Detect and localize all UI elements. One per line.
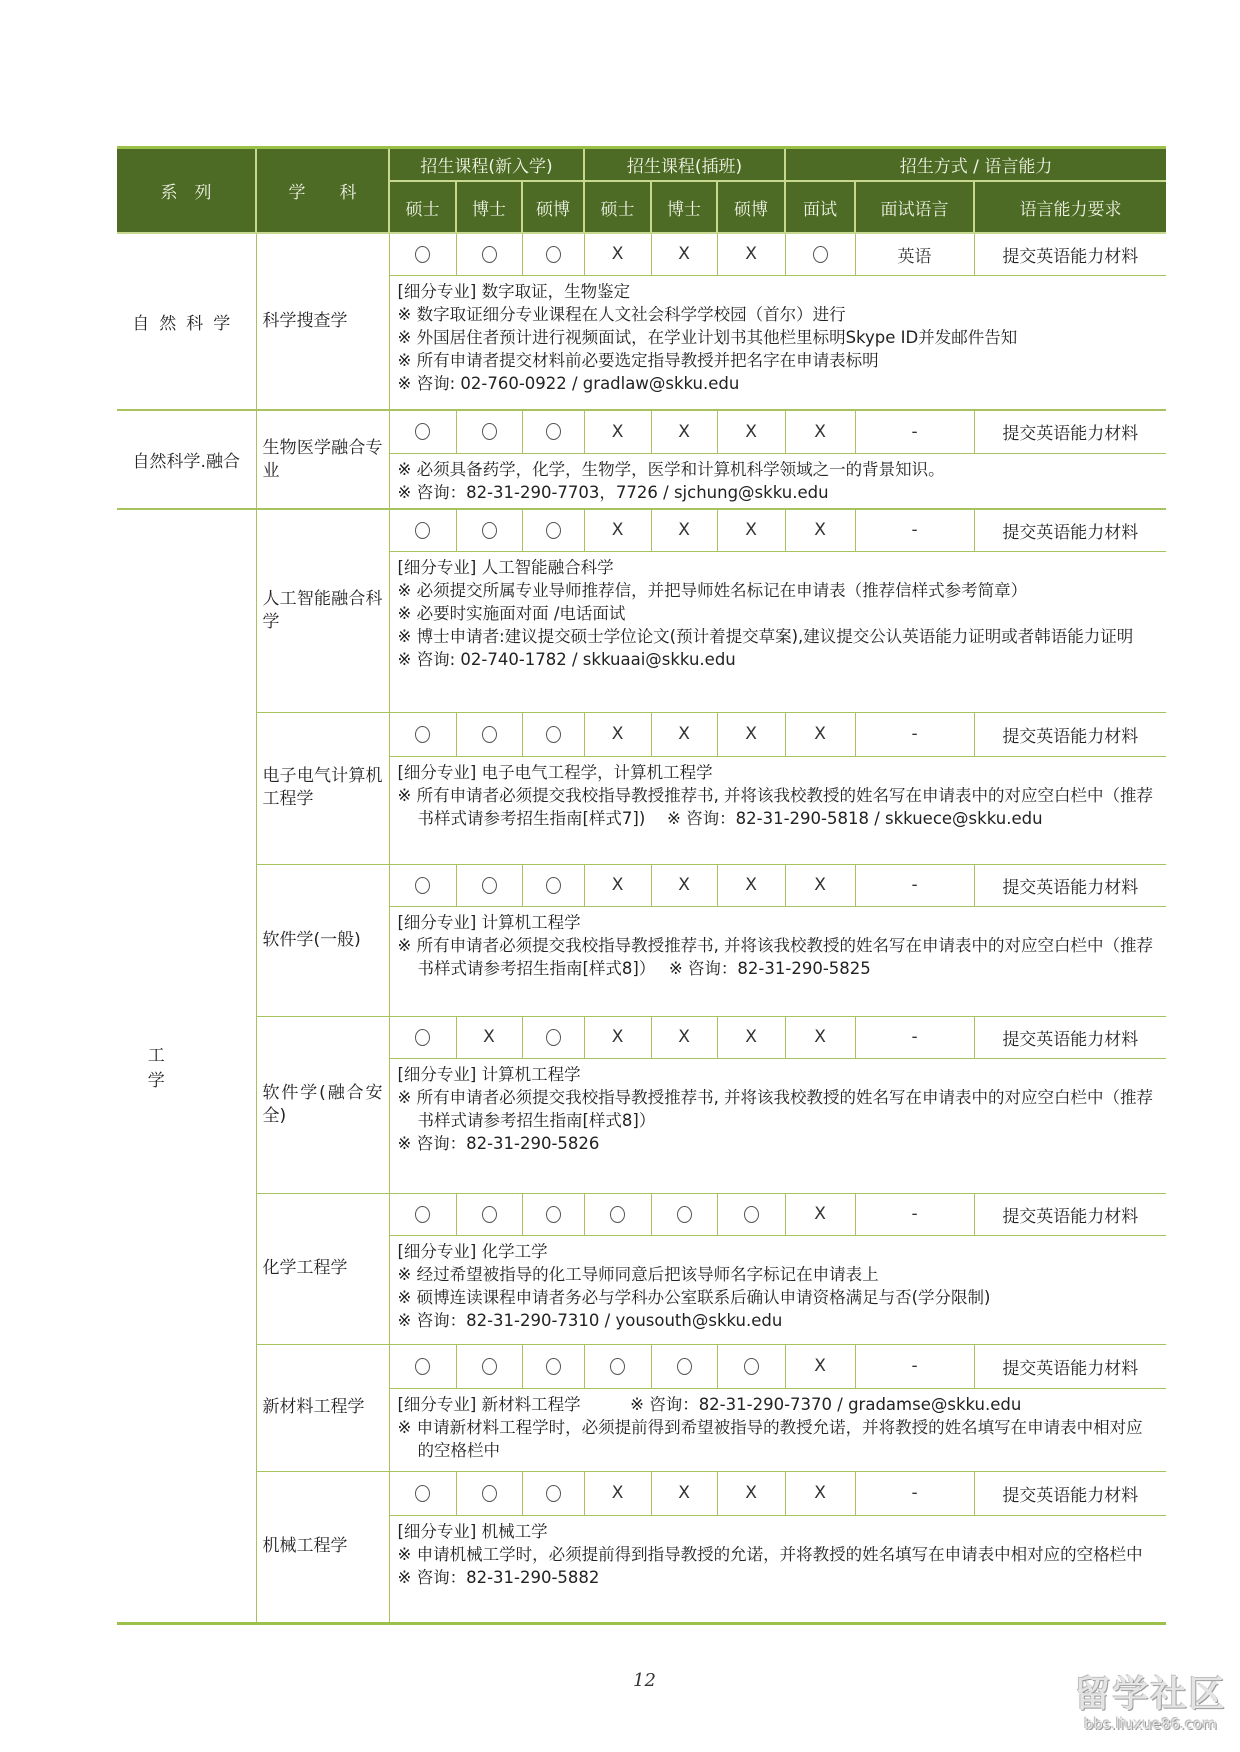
mark-transfer-doctor: X: [651, 233, 717, 275]
circle-icon: [482, 1485, 497, 1502]
note-line: ※ 外国居住者预计进行视频面试，在学业计划书其他栏里标明Skype ID并发邮件告知: [397, 327, 1018, 347]
mark-new-combined: [522, 509, 584, 551]
header-group-method: 招生方式 / 语言能力: [785, 148, 1166, 182]
language-requirement-cell: 提交英语能力材料: [974, 864, 1166, 906]
note-line: ※ 咨询：82-31-290-7703，7726 / sjchung@skku.edu: [397, 482, 829, 502]
mark-new-combined: [522, 1193, 584, 1235]
note-line: ※ 咨询：82-31-290-5882: [397, 1567, 600, 1587]
circle-icon: [482, 1358, 497, 1375]
mark-interview: X: [785, 712, 855, 756]
note-line: [细分专业] 电子电气工程学，计算机工程学: [397, 762, 713, 782]
header-col-new-combined: 硕博: [522, 181, 584, 233]
header-col-interview-language: 面试语言: [855, 181, 974, 233]
mark-new-doctor: [456, 1344, 522, 1388]
subject-cell: 电子电气计算机工程学: [256, 712, 389, 864]
circle-icon: [415, 1206, 430, 1223]
mark-new-master: [389, 233, 456, 275]
circle-icon: [546, 1358, 561, 1375]
circle-icon: [546, 1485, 561, 1502]
interview-language-cell: -: [855, 1471, 974, 1515]
detail-notes: [389, 275, 1166, 410]
language-requirement-cell: 提交英语能力材料: [974, 410, 1166, 453]
watermark-url: bbs.liuxue86.com: [1084, 1715, 1217, 1733]
table-row: [117, 864, 1166, 906]
mark-transfer-master: X: [584, 1471, 651, 1515]
mark-transfer-doctor: X: [651, 864, 717, 906]
subject-cell: 化学工程学: [256, 1193, 389, 1344]
circle-icon: [415, 1485, 430, 1502]
mark-transfer-combined: X: [717, 864, 785, 906]
note-line: ※ 必要时实施面对面 /电话面试: [397, 603, 626, 623]
mark-new-master: [389, 864, 456, 906]
header-col-transfer-doctor: 博士: [651, 181, 717, 233]
mark-new-master: [389, 410, 456, 453]
mark-transfer-doctor: X: [651, 1016, 717, 1058]
note-line: ※ 数字取证细分专业课程在人文社会科学学校园（首尔）进行: [397, 304, 846, 324]
circle-icon: [415, 522, 430, 539]
circle-icon: [482, 246, 497, 263]
table-row: [117, 233, 1166, 275]
table-row: [117, 1471, 1166, 1515]
interview-language-cell: -: [855, 712, 974, 756]
interview-language-cell: -: [855, 509, 974, 551]
header-series: 系 列: [117, 148, 256, 234]
circle-icon: [415, 726, 430, 743]
mark-interview: X: [785, 864, 855, 906]
note-line: [细分专业] 新材料工程学 ※ 咨询：82-31-290-7370 / gradamse@skku.edu: [397, 1394, 1022, 1414]
mark-transfer-combined: X: [717, 712, 785, 756]
header-col-interview: 面试: [785, 181, 855, 233]
circle-icon: [546, 1029, 561, 1046]
detail-notes: [389, 1515, 1166, 1623]
note-line: ※ 经过希望被指导的化工导师同意后把该导师名字标记在申请表上: [397, 1264, 879, 1284]
circle-icon: [415, 877, 430, 894]
mark-new-doctor: [456, 1193, 522, 1235]
mark-new-master: [389, 509, 456, 551]
mark-new-doctor: [456, 712, 522, 756]
note-line: [细分专业] 机械工学: [397, 1521, 548, 1541]
note-line: ※ 所有申请者必须提交我校指导教授推荐书, 并将该我校教授的姓名写在申请表中的对应空白栏中（推荐书样式请参考招生指南[样式8]）: [397, 1087, 1154, 1130]
mark-transfer-doctor: X: [651, 1471, 717, 1515]
admission-table-page: [117, 146, 1166, 1625]
mark-transfer-combined: X: [717, 410, 785, 453]
subject-cell: 生物医学融合专业: [256, 410, 389, 509]
header-col-new-doctor: 博士: [456, 181, 522, 233]
detail-notes: [389, 1388, 1166, 1471]
subject-cell: 软件学(融合安全): [256, 1016, 389, 1193]
interview-language-cell: -: [855, 1344, 974, 1388]
table-row: [117, 712, 1166, 756]
detail-notes: [389, 906, 1166, 1016]
circle-icon: [677, 1206, 692, 1223]
mark-new-combined: [522, 410, 584, 453]
circle-icon: [546, 246, 561, 263]
detail-notes: [389, 551, 1166, 712]
mark-transfer-master: X: [584, 712, 651, 756]
language-requirement-cell: 提交英语能力材料: [974, 1344, 1166, 1388]
note-line: ※ 必须提交所属专业导师推荐信，并把导师姓名标记在申请表（推荐信样式参考简章）: [397, 580, 1028, 600]
mark-new-master: [389, 1016, 456, 1058]
mark-transfer-master: X: [584, 410, 651, 453]
language-requirement-cell: 提交英语能力材料: [974, 1471, 1166, 1515]
mark-transfer-combined: X: [717, 233, 785, 275]
mark-interview: X: [785, 1016, 855, 1058]
circle-icon: [482, 522, 497, 539]
mark-new-combined: [522, 864, 584, 906]
circle-icon: [546, 877, 561, 894]
mark-transfer-doctor: X: [651, 712, 717, 756]
language-requirement-cell: 提交英语能力材料: [974, 233, 1166, 275]
table-row: [117, 1016, 1166, 1058]
circle-icon: [813, 246, 828, 263]
interview-language-cell: 英语: [855, 233, 974, 275]
watermark-logo: [1068, 1675, 1233, 1733]
note-line: ※ 硕博连读课程申请者务必与学科办公室联系后确认申请资格满足与否(学分限制): [397, 1287, 991, 1307]
subject-cell: 机械工程学: [256, 1471, 389, 1623]
mark-new-master: [389, 1471, 456, 1515]
table-row: [117, 410, 1166, 453]
mark-transfer-combined: X: [717, 509, 785, 551]
subject-cell: 科学搜查学: [256, 233, 389, 410]
mark-transfer-doctor: [651, 1344, 717, 1388]
mark-new-master: [389, 712, 456, 756]
mark-new-doctor: X: [456, 1016, 522, 1058]
header-col-language-requirement: 语言能力要求: [974, 181, 1166, 233]
note-line: ※ 咨询：82-31-290-7310 / yousouth@skku.edu: [397, 1310, 783, 1330]
circle-icon: [546, 726, 561, 743]
mark-transfer-combined: [717, 1344, 785, 1388]
note-line: ※ 博士申请者:建议提交硕士学位论文(预计着提交草案),建议提交公认英语能力证明或者韩语能力证明: [397, 626, 1134, 646]
mark-transfer-master: X: [584, 233, 651, 275]
subject-cell: 软件学(一般): [256, 864, 389, 1016]
interview-language-cell: -: [855, 1016, 974, 1058]
mark-interview: X: [785, 1193, 855, 1235]
detail-notes: [389, 1235, 1166, 1344]
note-line: [细分专业] 化学工学: [397, 1241, 548, 1261]
detail-notes: [389, 453, 1166, 509]
header-group-transfer: 招生课程(插班): [584, 148, 785, 182]
mark-interview: [785, 233, 855, 275]
circle-icon: [546, 522, 561, 539]
interview-language-cell: -: [855, 410, 974, 453]
circle-icon: [415, 1358, 430, 1375]
note-line: ※ 所有申请者提交材料前必要选定指导教授并把名字在申请表标明: [397, 350, 879, 370]
note-line: [细分专业] 计算机工程学: [397, 912, 581, 932]
mark-transfer-combined: X: [717, 1471, 785, 1515]
circle-icon: [677, 1358, 692, 1375]
interview-language-cell: -: [855, 1193, 974, 1235]
circle-icon: [610, 1358, 625, 1375]
circle-icon: [546, 1206, 561, 1223]
note-line: [细分专业] 数字取证，生物鉴定: [397, 281, 631, 301]
circle-icon: [482, 423, 497, 440]
language-requirement-cell: 提交英语能力材料: [974, 509, 1166, 551]
mark-new-master: [389, 1344, 456, 1388]
table-row: [117, 1344, 1166, 1388]
mark-new-combined: [522, 1016, 584, 1058]
note-line: ※ 申请新材料工程学时，必须提前得到希望被指导的教授允诺，并将教授的姓名填写在申请表中相对应的空格栏中: [397, 1417, 1143, 1460]
mark-interview: X: [785, 1471, 855, 1515]
note-line: [细分专业] 人工智能融合科学: [397, 557, 614, 577]
note-line: ※ 必须具备药学，化学，生物学，医学和计算机科学领域之一的背景知识。: [397, 459, 945, 479]
note-line: ※ 咨询：82-31-290-5826: [397, 1133, 600, 1153]
mark-interview: X: [785, 509, 855, 551]
circle-icon: [482, 877, 497, 894]
mark-new-master: [389, 1193, 456, 1235]
note-line: ※ 咨询: 02-760-0922 / gradlaw@skku.edu: [397, 373, 740, 393]
mark-new-doctor: [456, 1471, 522, 1515]
interview-language-cell: -: [855, 864, 974, 906]
note-line: [细分专业] 计算机工程学: [397, 1064, 581, 1084]
header-group-new: 招生课程(新入学): [389, 148, 584, 182]
detail-notes: [389, 756, 1166, 864]
series-cell: 工学: [117, 509, 256, 1623]
circle-icon: [415, 1029, 430, 1046]
circle-icon: [415, 246, 430, 263]
mark-new-combined: [522, 233, 584, 275]
note-line: ※ 所有申请者必须提交我校指导教授推荐书, 并将该我校教授的姓名写在申请表中的对应空白栏中（推荐书样式请参考招生指南[样式8]） ※ 咨询：82-31-290-5825: [397, 935, 1154, 978]
header-col-transfer-combined: 硕博: [717, 181, 785, 233]
circle-icon: [546, 423, 561, 440]
mark-transfer-combined: X: [717, 1016, 785, 1058]
page-number: 12: [633, 1670, 656, 1691]
mark-new-doctor: [456, 864, 522, 906]
series-cell: 自然科学: [117, 233, 256, 410]
note-line: ※ 所有申请者必须提交我校指导教授推荐书, 并将该我校教授的姓名写在申请表中的对应空白栏中（推荐书样式请参考招生指南[样式7]) ※ 咨询：82-31-290-5818 / skkuece@skku.edu: [397, 785, 1154, 828]
mark-transfer-master: X: [584, 864, 651, 906]
circle-icon: [744, 1206, 759, 1223]
circle-icon: [744, 1358, 759, 1375]
header-col-new-master: 硕士: [389, 181, 456, 233]
subject-cell: 人工智能融合科学: [256, 509, 389, 712]
mark-transfer-master: X: [584, 1016, 651, 1058]
circle-icon: [482, 726, 497, 743]
admission-table: [117, 146, 1166, 1625]
language-requirement-cell: 提交英语能力材料: [974, 1016, 1166, 1058]
mark-interview: X: [785, 1344, 855, 1388]
mark-transfer-doctor: [651, 1193, 717, 1235]
header-col-transfer-master: 硕士: [584, 181, 651, 233]
mark-transfer-combined: [717, 1193, 785, 1235]
mark-transfer-doctor: X: [651, 410, 717, 453]
mark-new-doctor: [456, 233, 522, 275]
circle-icon: [482, 1206, 497, 1223]
header-subject: 学 科: [256, 148, 389, 234]
mark-new-combined: [522, 1471, 584, 1515]
detail-notes: [389, 1058, 1166, 1193]
mark-transfer-master: [584, 1193, 651, 1235]
mark-new-doctor: [456, 410, 522, 453]
language-requirement-cell: 提交英语能力材料: [974, 1193, 1166, 1235]
watermark-title: 留学社区: [1074, 1674, 1227, 1715]
note-line: ※ 咨询: 02-740-1782 / skkuaai@skku.edu: [397, 649, 736, 669]
table-row: [117, 1193, 1166, 1235]
circle-icon: [415, 423, 430, 440]
mark-interview: X: [785, 410, 855, 453]
subject-cell: 新材料工程学: [256, 1344, 389, 1471]
circle-icon: [610, 1206, 625, 1223]
series-cell: 自然科学.融合: [117, 410, 256, 509]
note-line: ※ 申请机械工学时，必须提前得到指导教授的允诺，并将教授的姓名填写在申请表中相对应的空格栏中: [397, 1544, 1143, 1564]
mark-transfer-master: X: [584, 509, 651, 551]
mark-new-combined: [522, 712, 584, 756]
mark-transfer-master: [584, 1344, 651, 1388]
mark-new-doctor: [456, 509, 522, 551]
table-row: [117, 509, 1166, 551]
mark-new-combined: [522, 1344, 584, 1388]
language-requirement-cell: 提交英语能力材料: [974, 712, 1166, 756]
mark-transfer-doctor: X: [651, 509, 717, 551]
